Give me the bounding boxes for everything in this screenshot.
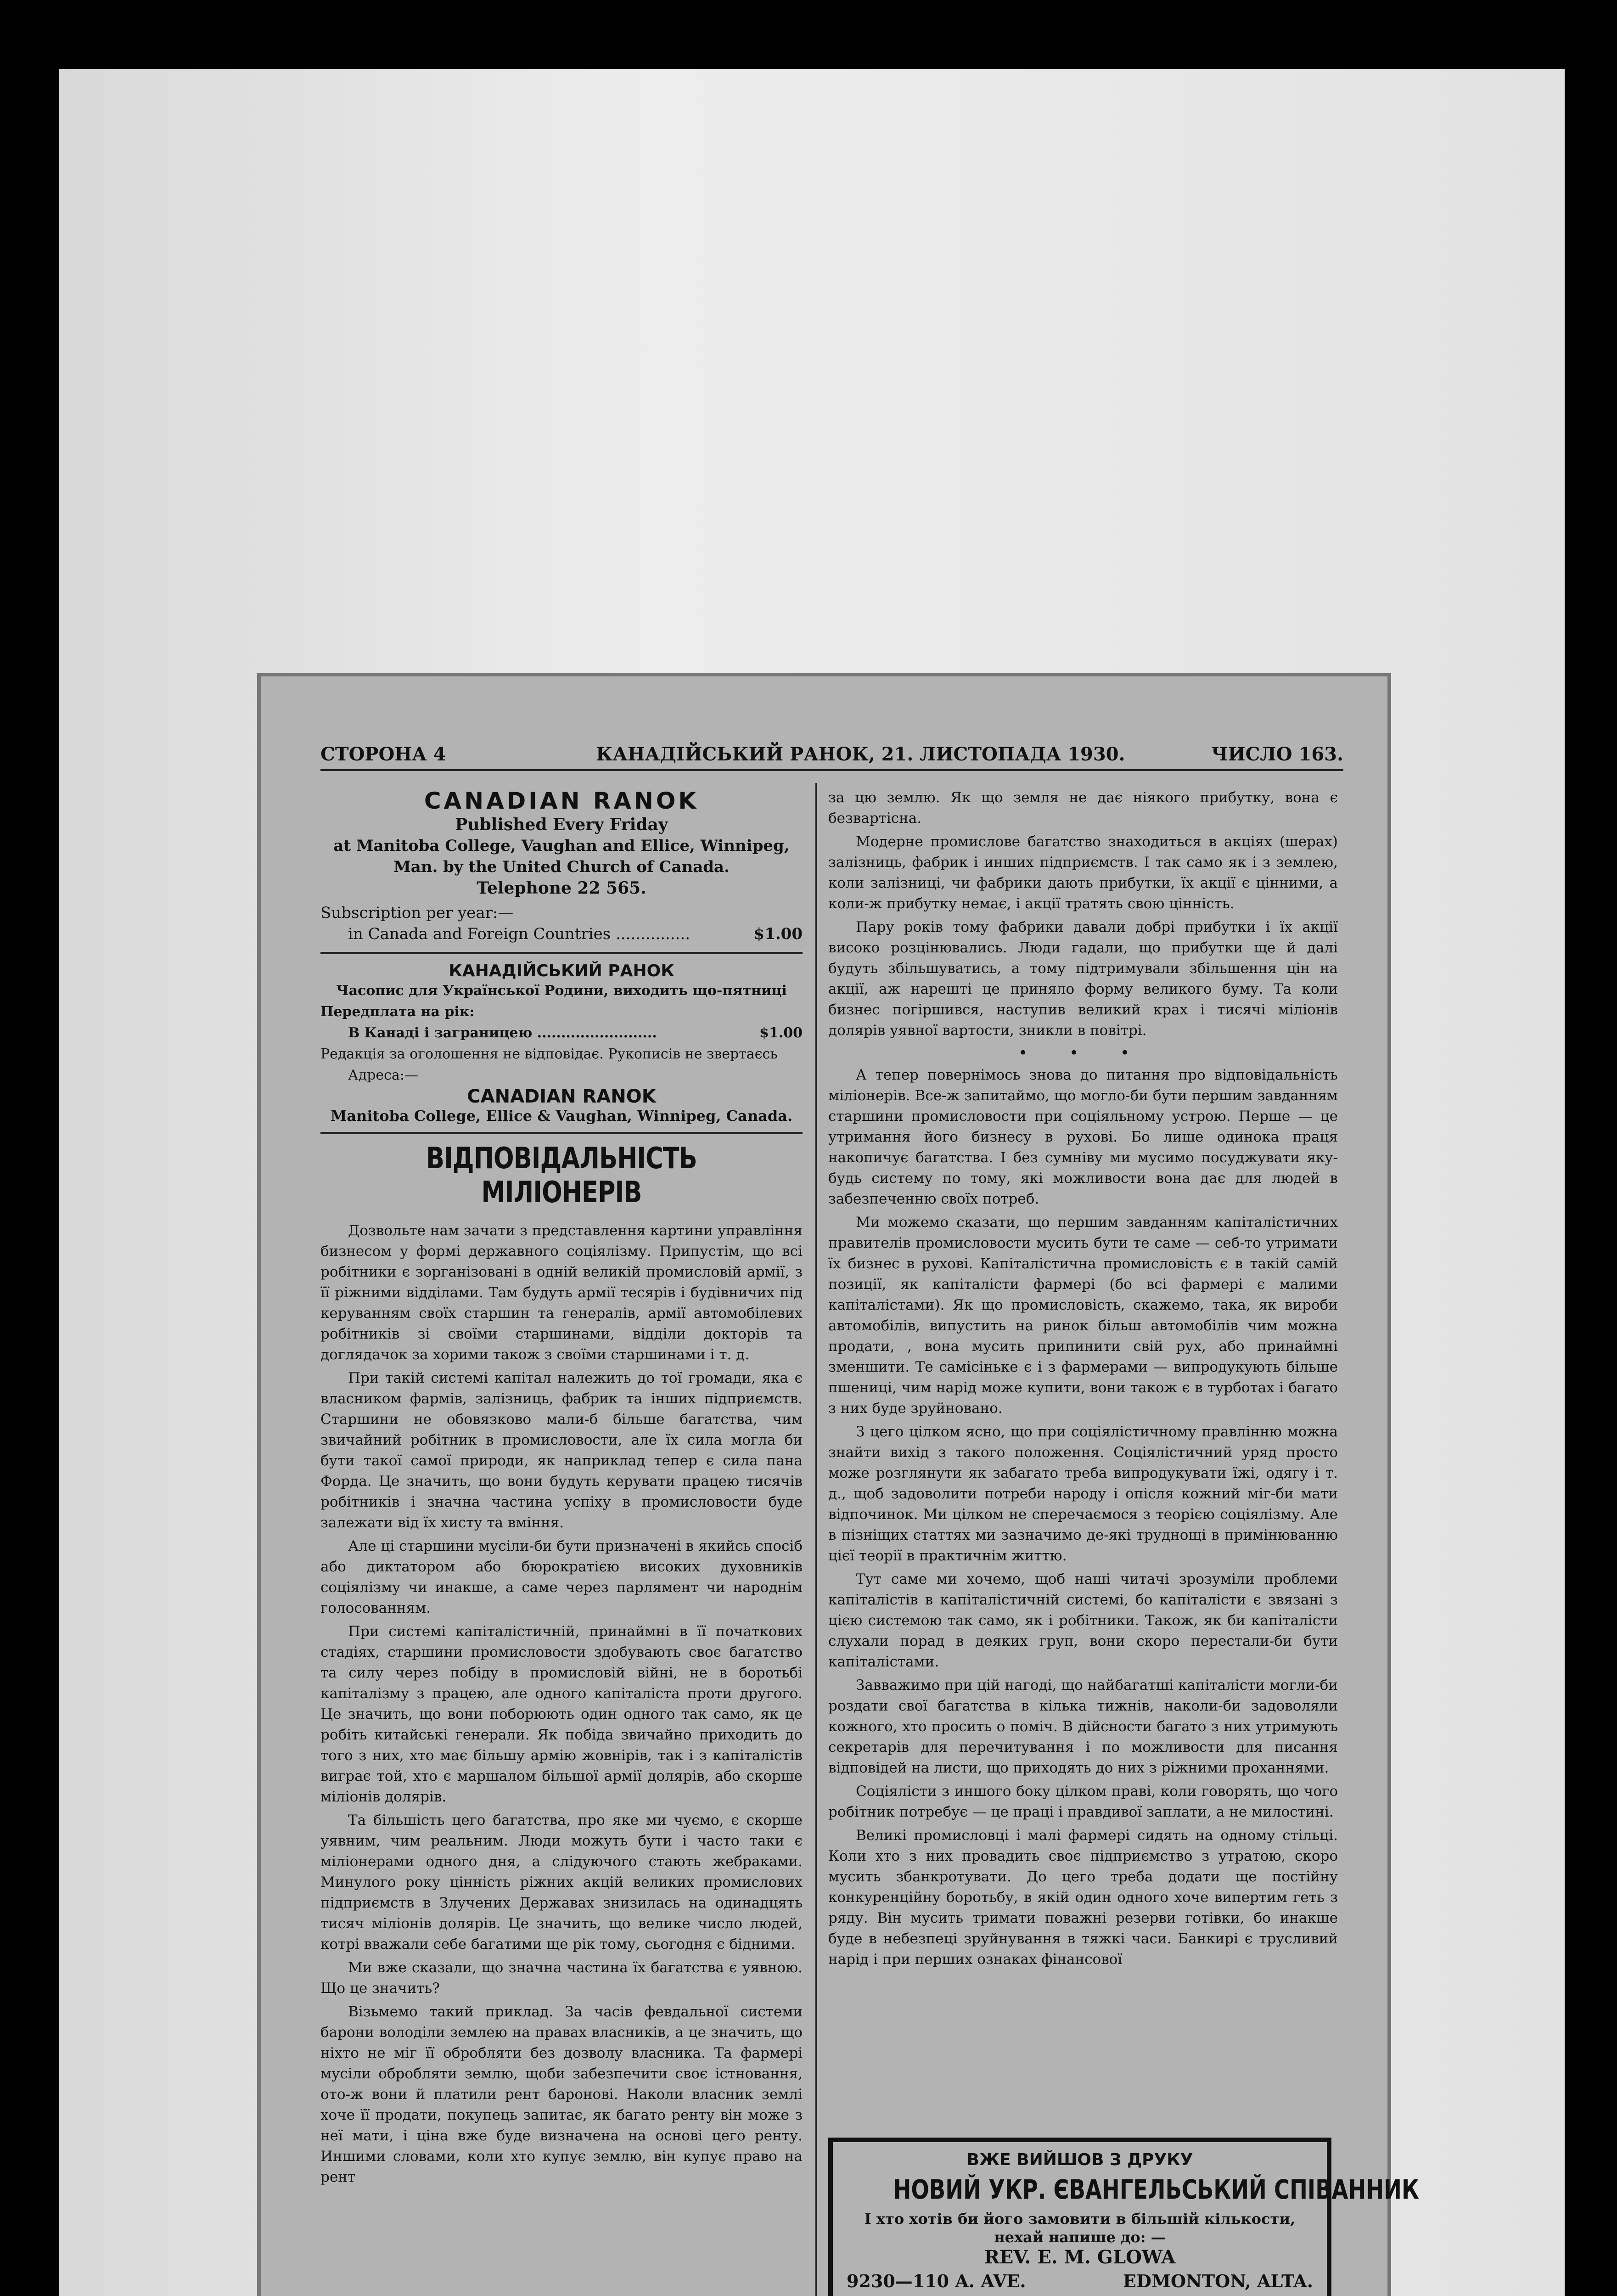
masthead-english xyxy=(320,788,803,899)
masthead-name: CANADIAN RANOK xyxy=(424,788,699,814)
article-paragraph: Та більшість цего багатства, про яке ми чуємо, є скорше уявним, чим реальним. Люди можуть бути і часто таки є міліонерами одного дня, а слідуючого стають жебраками. Минулого року цінність ріжних акцій великих промислових підприємств в Злучених Державах знизилась на одинадцять тисяч міліонів долярів. Це значить, що велике число людей, котрі вважали себе багатими ще рік тому, сьогодня є бідними. xyxy=(320,1812,803,1953)
divider xyxy=(320,952,803,954)
article-paragraph: Тут саме ми хочемо, щоб наші читачі зрозуміли проблеми капіталістів в капіталістичній системі, бо капіталісти є звязані з цією системою так само, як і робітники. Також, як би капіталісти слухали порад в деяких груп, вони скоро перестали-би бути капіталістами. xyxy=(828,1571,1338,1670)
column-rule xyxy=(815,783,817,2296)
article-paragraph: Ми можемо сказати, що першим завданням капіталістичних правителів промисловости мусить бути те саме — себ-то утримати їх бизнес в рухові. Капіталістична промисловість є в такій самій позиції, як капіталісти фармері (бо всі фармері є малими капіталістами). Як що промисловість, скажемо, така, як вироби автомобілів, випустить на ринок більш автомобілів чим можна продати, , вона мусить припинити свій рух, або принаймні зменшити. Те самісіньке є і з фармерами — випродукують більше пшениці, чим нарід може купити, вони також є в турботах і багато з них буде зруйновано. xyxy=(828,1214,1338,1417)
divider xyxy=(320,1132,803,1134)
masthead-ua-addr-line: Manitoba College, Ellice & Vaughan, Winnipeg, Canada. xyxy=(330,1107,793,1125)
article-paragraph: При такій системі капітал належить до тої громади, яка є власником фармів, залізниць, фабрик та інших підприємств. Старшини не обовязково мали-б більше багатства, чим звичайний робітник в промисловости, але їх сила могла би бути такої самої природи, як наприклад тепер є сила пана Форда. Це значить, що вони будуть керувати працею тисячів робітників і значна частина успіху в промисловости буде залежати від їх хисту та вміння. xyxy=(320,1370,803,1531)
article-paragraph: Великі промисловці і малі фармері сидять на одному стільці. Коли хто з них провадить своє підприємство з утратою, скоро мусить збанкротувати. До цего треба додати ще постійну конкуренційну боротьбу, в якій один одного хоче випертим геть з ряду. Він мусить тримати поважні резерви готівки, бо инакше буде в небезпеці зруйнування в тяжкі часи. Банкирі є трусливий нарід і при перших ознаках фінансової xyxy=(828,1827,1338,1968)
article-title: ВІДПОВІДАЛЬНІСТЬ МІЛІОНЕРІВ xyxy=(426,1142,697,1210)
article-paragraph: Завважимо при цій нагоді, що найбагатші капіталісти могли-би роздати свої багатства в кілька тижнів, наколи-би задоволяли кожного, хто просить о поміч. В дійсности багато з них утримують секретарів для перечитування і по можливости для писання відповідей на листи, що приходять до них з ріжними проханнями. xyxy=(828,1677,1338,1776)
right-column xyxy=(828,788,1338,1973)
masthead-ua-line3: В Канаді і заграницею ......................... xyxy=(348,1025,657,1041)
ad-title: НОВИЙ УКР. ЄВАНГЕЛЬСЬКИЙ СПІВАННИК xyxy=(893,2174,1419,2205)
newspaper-page xyxy=(257,673,1419,2296)
article-right-body-2 xyxy=(828,1065,1338,1970)
masthead-ua-name: КАНАДІЙСЬКИЙ РАНОК xyxy=(449,962,674,980)
section-separator: • • • xyxy=(1018,1044,1148,1062)
masthead-ua-line1: Часопис для Української Родини, виходить що-пятниці xyxy=(336,983,787,999)
masthead-ukrainian xyxy=(320,962,803,1125)
article-paragraph: При системі капіталістичній, принаймні в її початкових стадіях, старшини промисловости здобувають своє багатство та силу через побіду в промисловій війні, не в боротьбі капіталізму з працею, але одного капіталіста проти другого. Це значить, що вони поборюють один одного так само, як це робіть китайські генерали. Як побіда звичайно приходить до того з них, хто має більшу армію жовнірів, так і з капіталістів виграє той, хто є маршалом більшої армії долярів, або скорше міліонів долярів. xyxy=(320,1623,803,1805)
ad-headline: ВЖЕ ВИЙШОВ З ДРУКУ xyxy=(966,2150,1193,2169)
subscription-line: in Canada and Foreign Countries ............... xyxy=(348,925,691,943)
masthead-publisher: at Manitoba College, Vaughan and Ellice, Winnipeg, Man. by the United Church of Canada. xyxy=(333,837,790,876)
masthead-ua-price: $1.00 xyxy=(759,1025,803,1041)
article-left-body xyxy=(320,1221,803,2188)
subscription-price: $1.00 xyxy=(753,925,803,943)
article-paragraph: А тепер повернімось знова до питання про відповідальність міліонерів. Все-ж запитаймо, що могло-би бути першим завданням старшини промисловости при соціяльному устрою. Перше — це утримання його бизнесу в рухові. Бо лише одинока праця накопичує багатства. І без сумніву ми мусимо посуджувати яку-будь систему по тому, які можливости вона дає для людей в забезпеченню своїх потреб. xyxy=(828,1067,1338,1207)
masthead-telephone: Telephone 22 565. xyxy=(477,878,646,898)
advertisement-box xyxy=(828,2138,1419,2296)
page-number: СТОРОНА 4 xyxy=(320,743,446,765)
subscription-label: Subscription per year:— xyxy=(320,904,514,922)
article-paragraph: Ми вже сказали, що значна частина їх багатства є уявною. Що це значить? xyxy=(320,1959,803,1997)
article-paragraph: Модерне промислове багатство знаходиться в акціях (шерах) залізниць, фабрик і инших підприємств. І так само як і з землею, коли залізниці, чи фабрики дають прибутки, їх акції є цінними, а коли-ж прибутку немає, і акції тратять свою цінність. xyxy=(828,833,1338,912)
masthead-ua-addr-name: CANADIAN RANOK xyxy=(467,1086,656,1107)
article-paragraph: Але ці старшини мусіли-би бути призначені в якийсь спосіб або диктатором або бюрократією високих духовників соціялізму чи инакше, а саме через парлямент чи народнім голосованням. xyxy=(320,1538,803,1616)
ad-address-row xyxy=(847,2271,1313,2291)
subscription-row xyxy=(320,923,803,945)
masthead-frequency: Published Every Friday xyxy=(455,815,668,834)
article-paragraph: за цю землю. Як що земля не дає ніякого прибутку, вона є безвартісна. xyxy=(828,789,1338,827)
ad-city: EDMONTON, ALTA. xyxy=(1123,2271,1313,2291)
ad-text: І хто хотів би його замовити в більшій кількости, нехай напише до: — xyxy=(864,2210,1296,2246)
masthead-ua-price-row xyxy=(320,1023,803,1044)
left-column xyxy=(320,788,803,2190)
article-paragraph: Соціялісти з иншого боку цілком праві, коли говорять, що чого робітник потребує — це праці і правдивої заплати, а не милостині. xyxy=(828,1783,1338,1820)
article-right-body xyxy=(828,788,1338,1041)
article-paragraph: Пару років тому фабрики давали добрі прибутки і їх акції високо розцінювались. Люди гадали, що прибутки ще й далі будуть збільшуватись, а тому підтримували збільшення цін на акції, аж нарешті це приняло форму великого буму. Та коли бизнес погіршився, наступив великий крах і тисячі міліонів долярів уявної вартости, зникли в повітрі. xyxy=(828,919,1338,1039)
paper-date: КАНАДІЙСЬКИЙ РАНОК, 21. ЛИСТОПАДА 1930. xyxy=(596,743,1125,765)
masthead-ua-line2: Передплата на рік: xyxy=(320,1004,475,1020)
ad-name: REV. E. M. GLOWA xyxy=(984,2246,1176,2268)
article-paragraph: Візьмемо такий приклад. За часів февдальної системи барони володіли землею на правах власників, а це значить, що ніхто не міг її обробляти без дозволу власника. Та фармері мусіли обробляти землю, щоби забезпечити своє істновання, ото-ж вони й платили рент баронові. Наколи власник землі хоче її продати, покупець запитає, як багато ренту він може з неї мати, і ціна вже буде визначена на основі цего ренту. Иншими словами, коли хто купує землю, він купує право на рент xyxy=(320,2003,803,2185)
page-header xyxy=(320,742,1343,771)
article-paragraph: З цего цілком ясно, що при соціялістичному правлінню можна знайти вихід з такого положення. Соціялістичний уряд просто може розглянути як забагато треба випродукувати їжі, одягу і т. д., щоб задоволити потреби народу і опісля кожний міг-би мати відпочинок. Ми цілком не сперечаємося з теорією соціялізму. Але в пізніщих статтях ми зазначимо де-які труднощі в примінюванню цієї теорії в практичнім життю. xyxy=(828,1424,1338,1564)
issue-number: ЧИСЛО 163. xyxy=(1211,743,1343,765)
ad-address: 9230—110 A. AVE. xyxy=(847,2271,1026,2291)
article-paragraph: Дозвольте нам зачати з представлення картини управління бизнесом у формі державного соціялізму. Припустім, що всі робітники є зорганізовані в одній великій промисловій армії, з її ріжними відділами. Там будуть армії тесярів і будівничих під керуванням своїх старшин та генералів, армії автомобілевих робітників зі своїми старшинами, відділи докторів та доглядачок за хорими також з своїми старшинами і т. д. xyxy=(320,1222,803,1363)
masthead-ua-line4: Редакція за оголошення не відповідає. Рукописів не звертаєсь xyxy=(320,1046,778,1062)
masthead-ua-line5: Адреса:— xyxy=(348,1067,418,1083)
